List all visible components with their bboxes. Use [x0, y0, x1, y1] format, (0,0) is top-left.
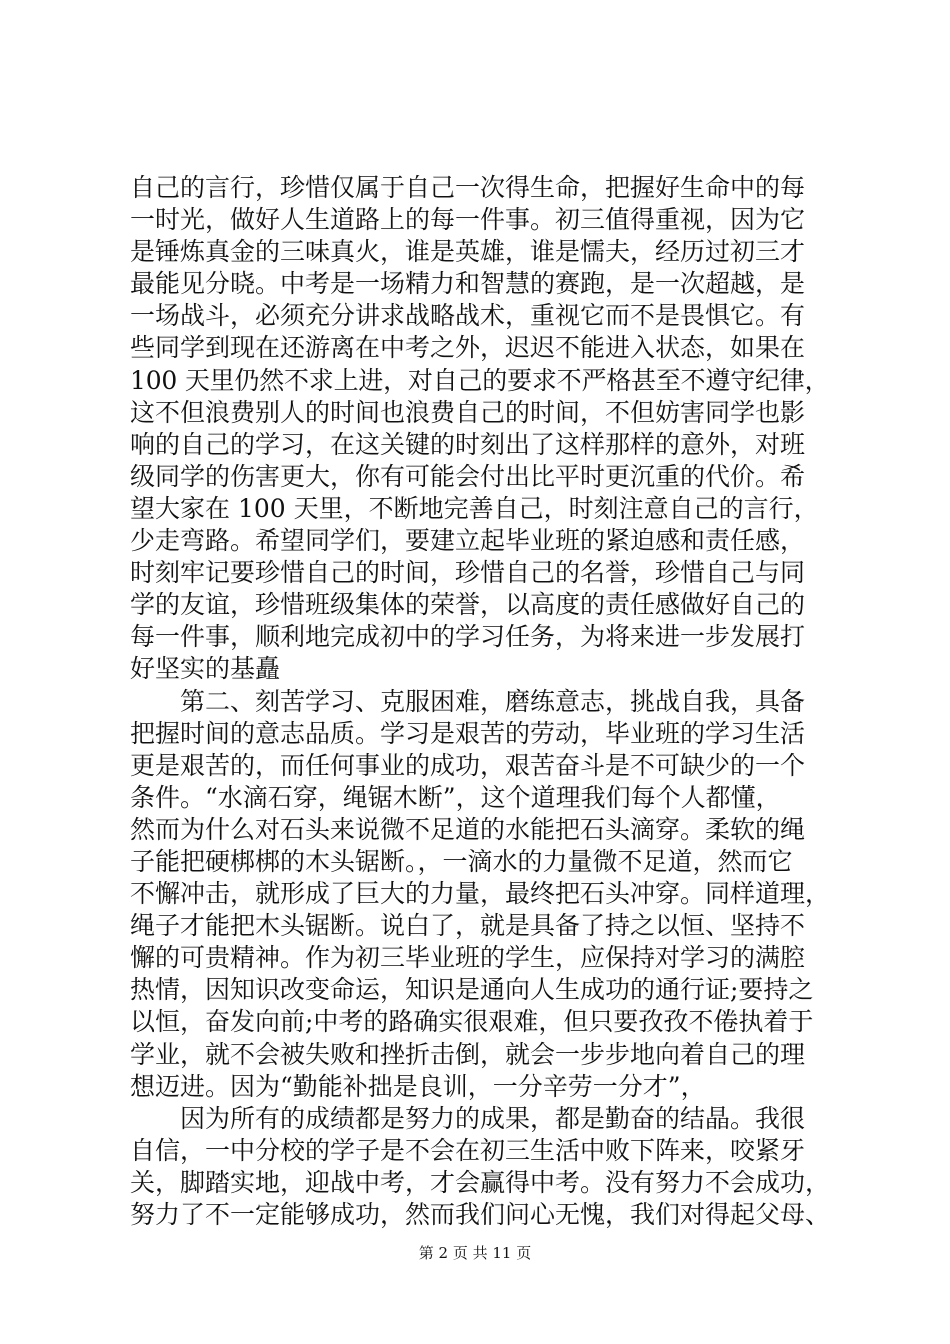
text-line: 因为所有的成绩都是努力的成果，都是勤奋的结晶。我很 — [130, 1103, 806, 1133]
text-line: 100 天里仍然不求上进，对自己的要求不严格甚至不遵守纪律， — [130, 365, 830, 395]
text-line: 自信，一中分校的学子是不会在初三生活中败下阵来，咬紧牙 — [130, 1135, 806, 1165]
text-line: 响的自己的学习，在这关键的时刻出了这样那样的意外，对班 — [130, 429, 806, 459]
document-body — [130, 172, 830, 1231]
text-line: 些同学到现在还游离在中考之外，迟迟不能进入状态，如果在 — [130, 333, 806, 363]
text-line: 关，脚踏实地，迎战中考，才会赢得中考。没有努力不会成功， — [130, 1167, 831, 1197]
text-line: 子能把硬梆梆的木头锯断。，一滴水的力量微不足道，然而它 — [130, 846, 793, 876]
page-footer: 第 2 页 共 11 页 — [418, 1244, 532, 1262]
text-line: 不懈冲击，就形成了巨大的力量，最终把石头冲穿。同样道理， — [130, 879, 831, 909]
text-line: 最能见分晓。中考是一场精力和智慧的赛跑，是一次超越，是 — [130, 269, 806, 299]
text-line: 是锤炼真金的三味真火，谁是英雄，谁是懦夫，经历过初三才 — [130, 237, 806, 267]
text-line: 好坚实的基矗 — [130, 654, 281, 684]
text-line: 热情，因知识改变命运，知识是通向人生成功的通行证;要持之 — [130, 975, 814, 1005]
text-line: 每一件事，顺利地完成初中的学习任务，为将来进一步发展打 — [130, 622, 806, 652]
text-line: 自己的言行，珍惜仅属于自己一次得生命，把握好生命中的每 — [130, 173, 806, 202]
text-line: 第二、刻苦学习、克服困难，磨练意志，挑战自我，具备 — [130, 686, 806, 716]
text-line: 以恒，奋发向前;中考的路确实很艰难，但只要孜孜不倦执着于 — [130, 1007, 814, 1037]
text-line: 时刻牢记要珍惜自己的时间，珍惜自己的名誉，珍惜自己与同 — [130, 558, 806, 588]
text-line: 更是艰苦的，而任何事业的成功，艰苦奋斗是不可缺少的一个 — [130, 750, 806, 780]
text-line: 望大家在 100 天里，不断地完善自己，时刻注意自己的言行， — [130, 493, 819, 523]
text-line: 学业，就不会被失败和挫折击倒，就会一步步地向着自己的理 — [130, 1039, 806, 1069]
text-line: 绳子才能把木头锯断。说白了，就是具备了持之以恒、坚持不 — [130, 911, 806, 941]
text-line: 一时光，做好人生道路上的每一件事。初三值得重视，因为它 — [130, 205, 806, 235]
text-line: 少走弯路。希望同学们，要建立起毕业班的紧迫感和责任感， — [130, 526, 806, 556]
text-line: 学的友谊，珍惜班级集体的荣誉，以高度的责任感做好自己的 — [130, 590, 806, 620]
text-line: 懈的可贵精神。作为初三毕业班的学生，应保持对学习的满腔 — [130, 943, 806, 973]
text-line: 把握时间的意志品质。学习是艰苦的劳动，毕业班的学习生活 — [130, 718, 806, 748]
text-line: 一场战斗，必须充分讲求战略战术，重视它而不是畏惧它。有 — [130, 301, 806, 331]
text-line: 想迈进。因为“勤能补拙是良训，一分辛劳一分才”， — [130, 1071, 706, 1101]
text-line: 条件。“水滴石穿，绳锯木断”，这个道理我们每个人都懂， — [130, 782, 781, 812]
text-line: 级同学的伤害更大，你有可能会付出比平时更沉重的代价。希 — [130, 461, 806, 491]
text-line: 努力了不一定能够成功，然而我们问心无愧，我们对得起父母、 — [130, 1200, 831, 1229]
text-line: 然而为什么对石头来说微不足道的水能把石头滴穿。柔软的绳 — [130, 814, 806, 844]
text-line: 这不但浪费别人的时间也浪费自己的时间，不但妨害同学也影 — [130, 397, 806, 427]
